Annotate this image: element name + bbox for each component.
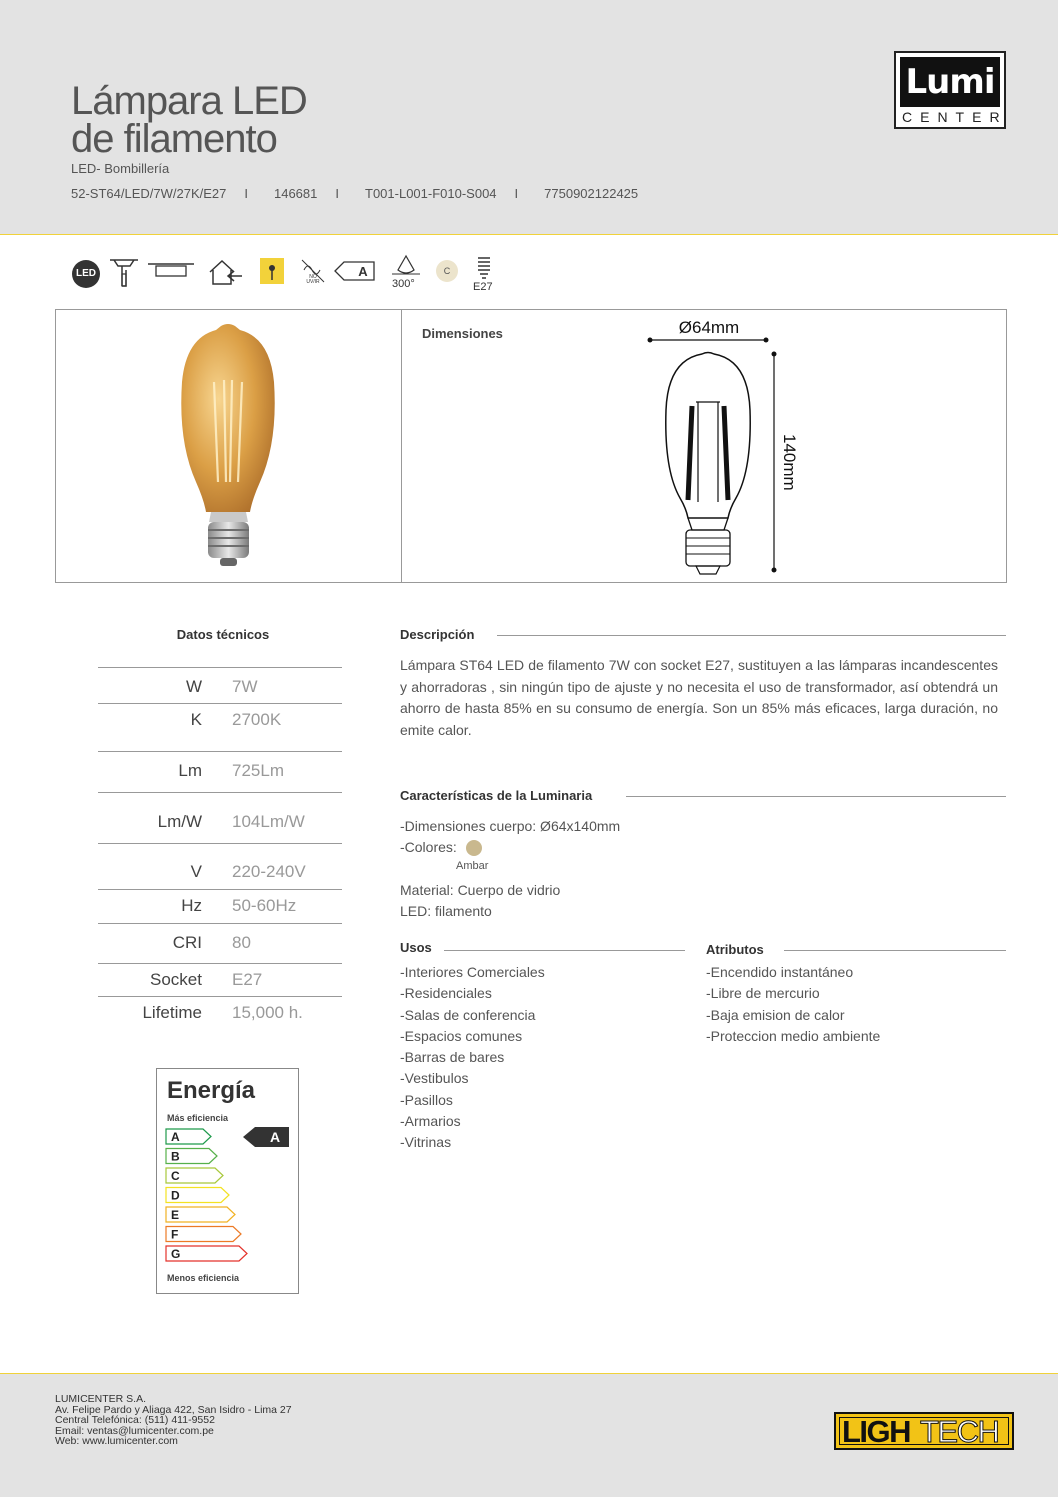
company-info: [55, 1394, 292, 1447]
energy-class-letter: A: [171, 1130, 180, 1144]
list-item: -Residenciales: [400, 985, 492, 1002]
features-rule: [626, 796, 1006, 797]
list-item: -Libre de mercurio: [706, 985, 820, 1002]
company-phone: Central Telefónica: (511) 411-9552: [55, 1414, 215, 1426]
description-title: Descripción: [400, 627, 486, 642]
tech-value: 50-60Hz: [232, 896, 297, 915]
tech-value: 104Lm/W: [232, 812, 305, 831]
bulb-photo: [166, 322, 291, 572]
color-icon: [436, 260, 458, 282]
led-icon-label: LED: [76, 268, 96, 279]
beam-angle-label: 300°: [392, 278, 415, 290]
list-item: -Interiores Comerciales: [400, 964, 545, 980]
tech-key: CRI: [172, 933, 202, 952]
description-rule: [497, 635, 1006, 636]
tech-divider: [98, 703, 342, 704]
list-item: -Pasillos: [400, 1091, 453, 1108]
tech-value: 725Lm: [232, 761, 284, 780]
list-item: -Vestibulos: [400, 1070, 469, 1087]
lightech-logo: [834, 1412, 1014, 1450]
energy-scale: [165, 1127, 295, 1267]
tech-divider: [98, 996, 342, 997]
code-separator: I: [335, 186, 339, 201]
indoor-icon: [208, 258, 244, 286]
features-colors-label: -Colores:: [400, 839, 457, 855]
logo-sub-text: CENTER: [902, 109, 1008, 125]
surface-icon: [146, 260, 196, 284]
company-name: LUMICENTER S.A.: [55, 1393, 147, 1405]
list-item: -Espacios comunes: [400, 1027, 523, 1044]
energy-rating-arrow: [243, 1127, 289, 1147]
beam-angle-icon: [390, 254, 422, 276]
usos-list: [400, 962, 545, 1154]
tech-data-title: Datos técnicos: [176, 627, 270, 642]
amber-color-swatch: [466, 840, 482, 856]
company-web: Web: www.lumicenter.com: [55, 1435, 178, 1447]
list-item: -Proteccion medio ambiente: [706, 1027, 881, 1044]
tech-divider: [98, 792, 342, 793]
product-ref-code: 52-ST64/LED/7W/27K/E27: [71, 186, 227, 201]
list-item: -Baja emision de calor: [706, 1006, 845, 1023]
light-icon: [260, 258, 284, 284]
code-separator: I: [514, 186, 519, 201]
energy-class-letter: B: [171, 1149, 180, 1164]
features-material: Material: Cuerpo de vidrio: [400, 882, 561, 898]
product-box: [55, 309, 1007, 583]
socket-icon: [475, 256, 493, 280]
title-line-1: Lámpara LED: [71, 79, 307, 123]
tech-key: V: [190, 862, 202, 881]
energy-class-icon: [334, 260, 376, 282]
tech-value: E27: [232, 970, 263, 989]
features-led: LED: filamento: [400, 903, 492, 919]
logo-main-text: Lumi: [900, 57, 1000, 107]
tech-divider: [98, 667, 342, 668]
energy-class-letter: G: [171, 1247, 181, 1261]
tech-value: 2700K: [232, 710, 282, 729]
code-separator: I: [244, 186, 248, 201]
tech-divider: [98, 843, 342, 844]
product-id-code: 146681: [273, 186, 318, 201]
atributos-list: [706, 962, 880, 1047]
no-uv-label: NO: [309, 274, 317, 280]
tech-divider: [98, 751, 342, 752]
tech-key: Lm/W: [157, 812, 202, 831]
energy-class-letter: C: [171, 1169, 180, 1183]
product-codes: [71, 186, 638, 201]
lightech-logo-part1: LIGH: [842, 1414, 911, 1449]
list-item: -Vitrinas: [400, 1134, 452, 1151]
energy-label: [156, 1068, 299, 1294]
product-location-code: T001-L001-F010-S004: [365, 186, 497, 201]
recessed-icon: [108, 256, 142, 290]
list-item: -Salas de conferencia: [400, 1006, 536, 1023]
product-box-divider: [401, 310, 402, 582]
company-email: Email: ventas@lumicenter.com.pe: [55, 1424, 214, 1437]
list-item: -Barras de bares: [400, 1049, 505, 1066]
feature-icons: [70, 250, 530, 300]
uv-ir-label: UV/IR: [306, 279, 320, 284]
company-address: Av. Felipe Pardo y Aliaga 422, San Isidro - Lima 27: [55, 1403, 292, 1416]
tech-divider: [98, 963, 342, 964]
energy-title: Energía: [167, 1077, 256, 1104]
lightech-logo-part2: TECH: [920, 1414, 999, 1449]
energy-class-letter: F: [171, 1227, 179, 1242]
features-dimensions: -Dimensiones cuerpo: Ø64x140mm: [400, 818, 621, 834]
lumicenter-logo: [894, 51, 1006, 129]
title-line-2: de filamento: [71, 117, 277, 161]
tech-value: 7W: [232, 677, 258, 696]
energy-class-letter: D: [171, 1188, 180, 1203]
height-dimension-label: 140mm: [780, 434, 799, 491]
tech-key: Lifetime: [142, 1003, 202, 1022]
tech-value: 80: [232, 933, 251, 952]
no-uv-icon: [300, 258, 326, 284]
usos-title: Usos: [400, 940, 444, 955]
tech-key: K: [190, 710, 202, 729]
description-text: Lámpara ST64 LED de filamento 7W con socket E27, sustituyen a las lámparas incandescentes y ahorradoras , sin ningún tipo de ajuste y no necesita el uso de transformador, así obtendrá un ahorro de hasta 85% en su consumo de energía. Son un 85% más eficaces, larga duración, no emite calor.: [400, 657, 998, 738]
tech-key: Socket: [150, 970, 202, 989]
tech-value: 220-240V: [232, 862, 306, 881]
features-color-name: Ambar: [456, 860, 489, 872]
tech-value: 15,000 h.: [232, 1003, 303, 1022]
dimension-drawing: [636, 310, 816, 582]
list-item: -Encendido instantáneo: [706, 964, 854, 980]
page-title: [71, 79, 307, 161]
list-item: -Armarios: [400, 1113, 461, 1130]
color-icon-label: C: [443, 266, 451, 276]
energy-less-label: Menos eficiencia: [167, 1273, 240, 1283]
product-barcode: 7750902122425: [544, 186, 639, 201]
width-dimension-label: Ø64mm: [678, 318, 740, 337]
energy-class-icon-label: A: [358, 264, 368, 279]
tech-divider: [98, 923, 342, 924]
energy-more-label: Más eficiencia: [167, 1113, 229, 1123]
tech-key: Hz: [181, 896, 202, 915]
tech-key: W: [185, 677, 202, 696]
usos-rule: [436, 950, 685, 951]
energy-class-letter: E: [171, 1208, 180, 1222]
socket-label: E27: [473, 281, 493, 293]
energy-rating-letter: A: [269, 1129, 281, 1145]
tech-divider: [98, 889, 342, 890]
atributos-rule: [784, 950, 1006, 951]
subtitle: LED- Bombillería: [71, 161, 170, 176]
led-icon: [72, 260, 100, 288]
tech-key: Lm: [178, 761, 202, 780]
atributos-title: Atributos: [706, 942, 776, 957]
features-title: Características de la Luminaria: [400, 788, 604, 803]
dimensions-label: Dimensiones: [422, 326, 503, 341]
